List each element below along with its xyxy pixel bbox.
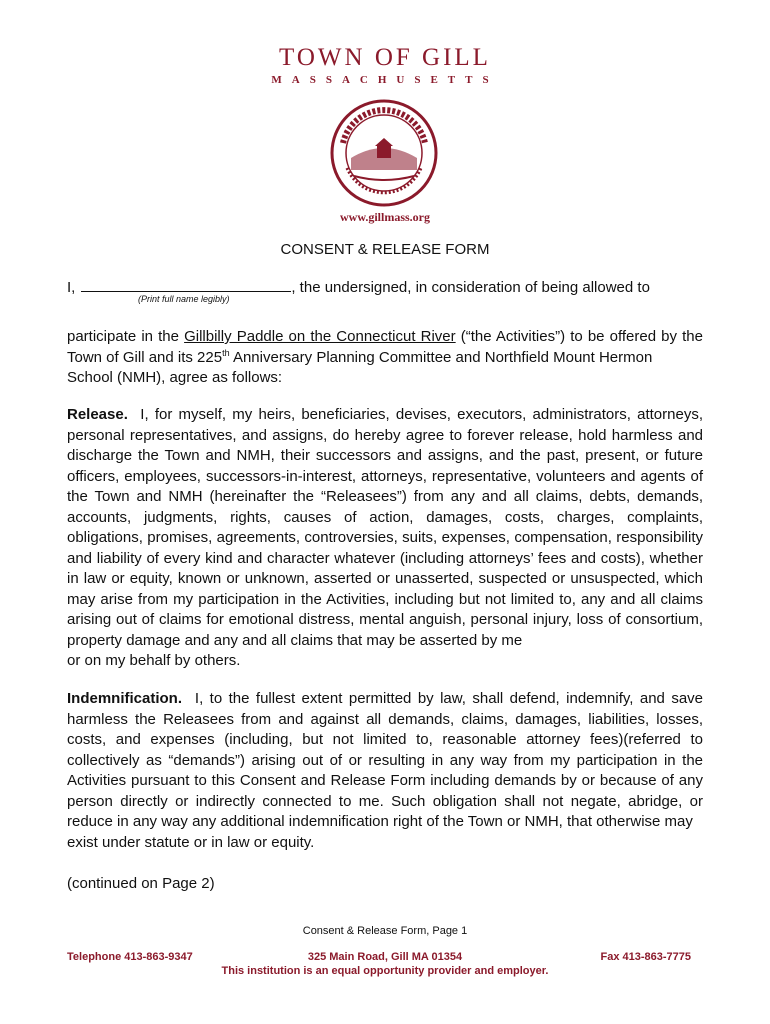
event-name: Gillbilly Paddle on the Connecticut River <box>184 328 456 345</box>
footer-address: 325 Main Road, Gill MA 01354 <box>307 951 463 963</box>
footer-equal-opportunity: This institution is an equal opportunity provider and employer. <box>221 965 549 977</box>
p1-before: participate in the <box>67 328 185 345</box>
intro-prefix: I, <box>67 279 76 296</box>
indemnification-body: I, to the fullest extent permitted by law, shall defend, indemnify, and save harmless the Releasees from and against all demands, claims, damages, liabilities, losses, costs, and expenses (including, but not limited to, reasonable attorney fees)(referred to collectively as “demands”) arising out of or resulting in any way from my participation in the Activities pursuant to this Consent and Release Form including demands by or because of any person directly or indirectly connected to me. Such obligation shall not negate, abridge, or reduce in any way any additional indemnification right of the Town or NMH, that otherwise may <box>67 690 704 830</box>
continued-note: (continued on Page 2) <box>67 875 215 892</box>
intro-suffix: , the undersigned, in consideration of being allowed to <box>291 279 650 296</box>
form-title: CONSENT & RELEASE FORM <box>280 241 490 258</box>
p1-after1: (“the Activities”) to be offered by the Town of Gill and its 225 <box>67 328 703 366</box>
participation-paragraph <box>67 327 703 389</box>
indemnification-paragraph <box>67 689 703 853</box>
footer-fax: Fax 413-863-7775 <box>600 951 691 963</box>
release-heading: Release. <box>67 406 128 423</box>
p1-last-line: School (NMH), agree as follows: <box>67 369 283 386</box>
release-paragraph <box>67 405 703 672</box>
indemnification-heading: Indemnification. <box>67 690 183 707</box>
state-name: MASSACHUSETTS <box>271 74 499 86</box>
full-name-field[interactable] <box>81 277 291 292</box>
release-body: I, for myself, my heirs, beneficiaries, devises, executors, administrators, attorneys, personal representatives, and assigns, do hereby agree to forever release, hold harmless and discharge the Town and NMH, their successors and assigns, and the past, present, or future officers, employees, successors-in-interest, attorneys, representative, volunteers and agents of the Town and NMH (hereinafter the “Releasees”) from any and all claims, debts, demands, accounts, judgments, rights, causes of action, damages, costs, charges, complaints, obligations, promises, agreements, controversies, suits, expenses, compensation, responsibility and liability of every kind and character whatever (including attorneys’ fees and costs), whether in law or equity, known or unknown, asserted or unasserted, suspected or unsuspected, which may arise from my participation in the Activities, including but not limited to, any and all claims arising out of claims for emotional distress, mental anguish, personal injury, loss of consortium, property damage and any and all claims that may be asserted by me <box>67 406 703 649</box>
town-seal-logo <box>329 98 439 208</box>
page-label: Consent & Release Form, Page 1 <box>302 925 468 937</box>
website-link[interactable]: www.gillmass.org <box>340 210 430 224</box>
town-name: TOWN OF GILL <box>279 44 491 71</box>
release-last-line: or on my behalf by others. <box>67 652 241 669</box>
footer-phone: Telephone 413-863-9347 <box>67 951 193 963</box>
indemnification-last-line: exist under statute or in law or equity. <box>67 833 315 851</box>
p1-after2: Anniversary Planning Committee and Northfield Mount Hermon <box>229 348 653 366</box>
p1-sup: th <box>222 347 230 358</box>
name-hint: (Print full name legibly) <box>138 294 230 304</box>
